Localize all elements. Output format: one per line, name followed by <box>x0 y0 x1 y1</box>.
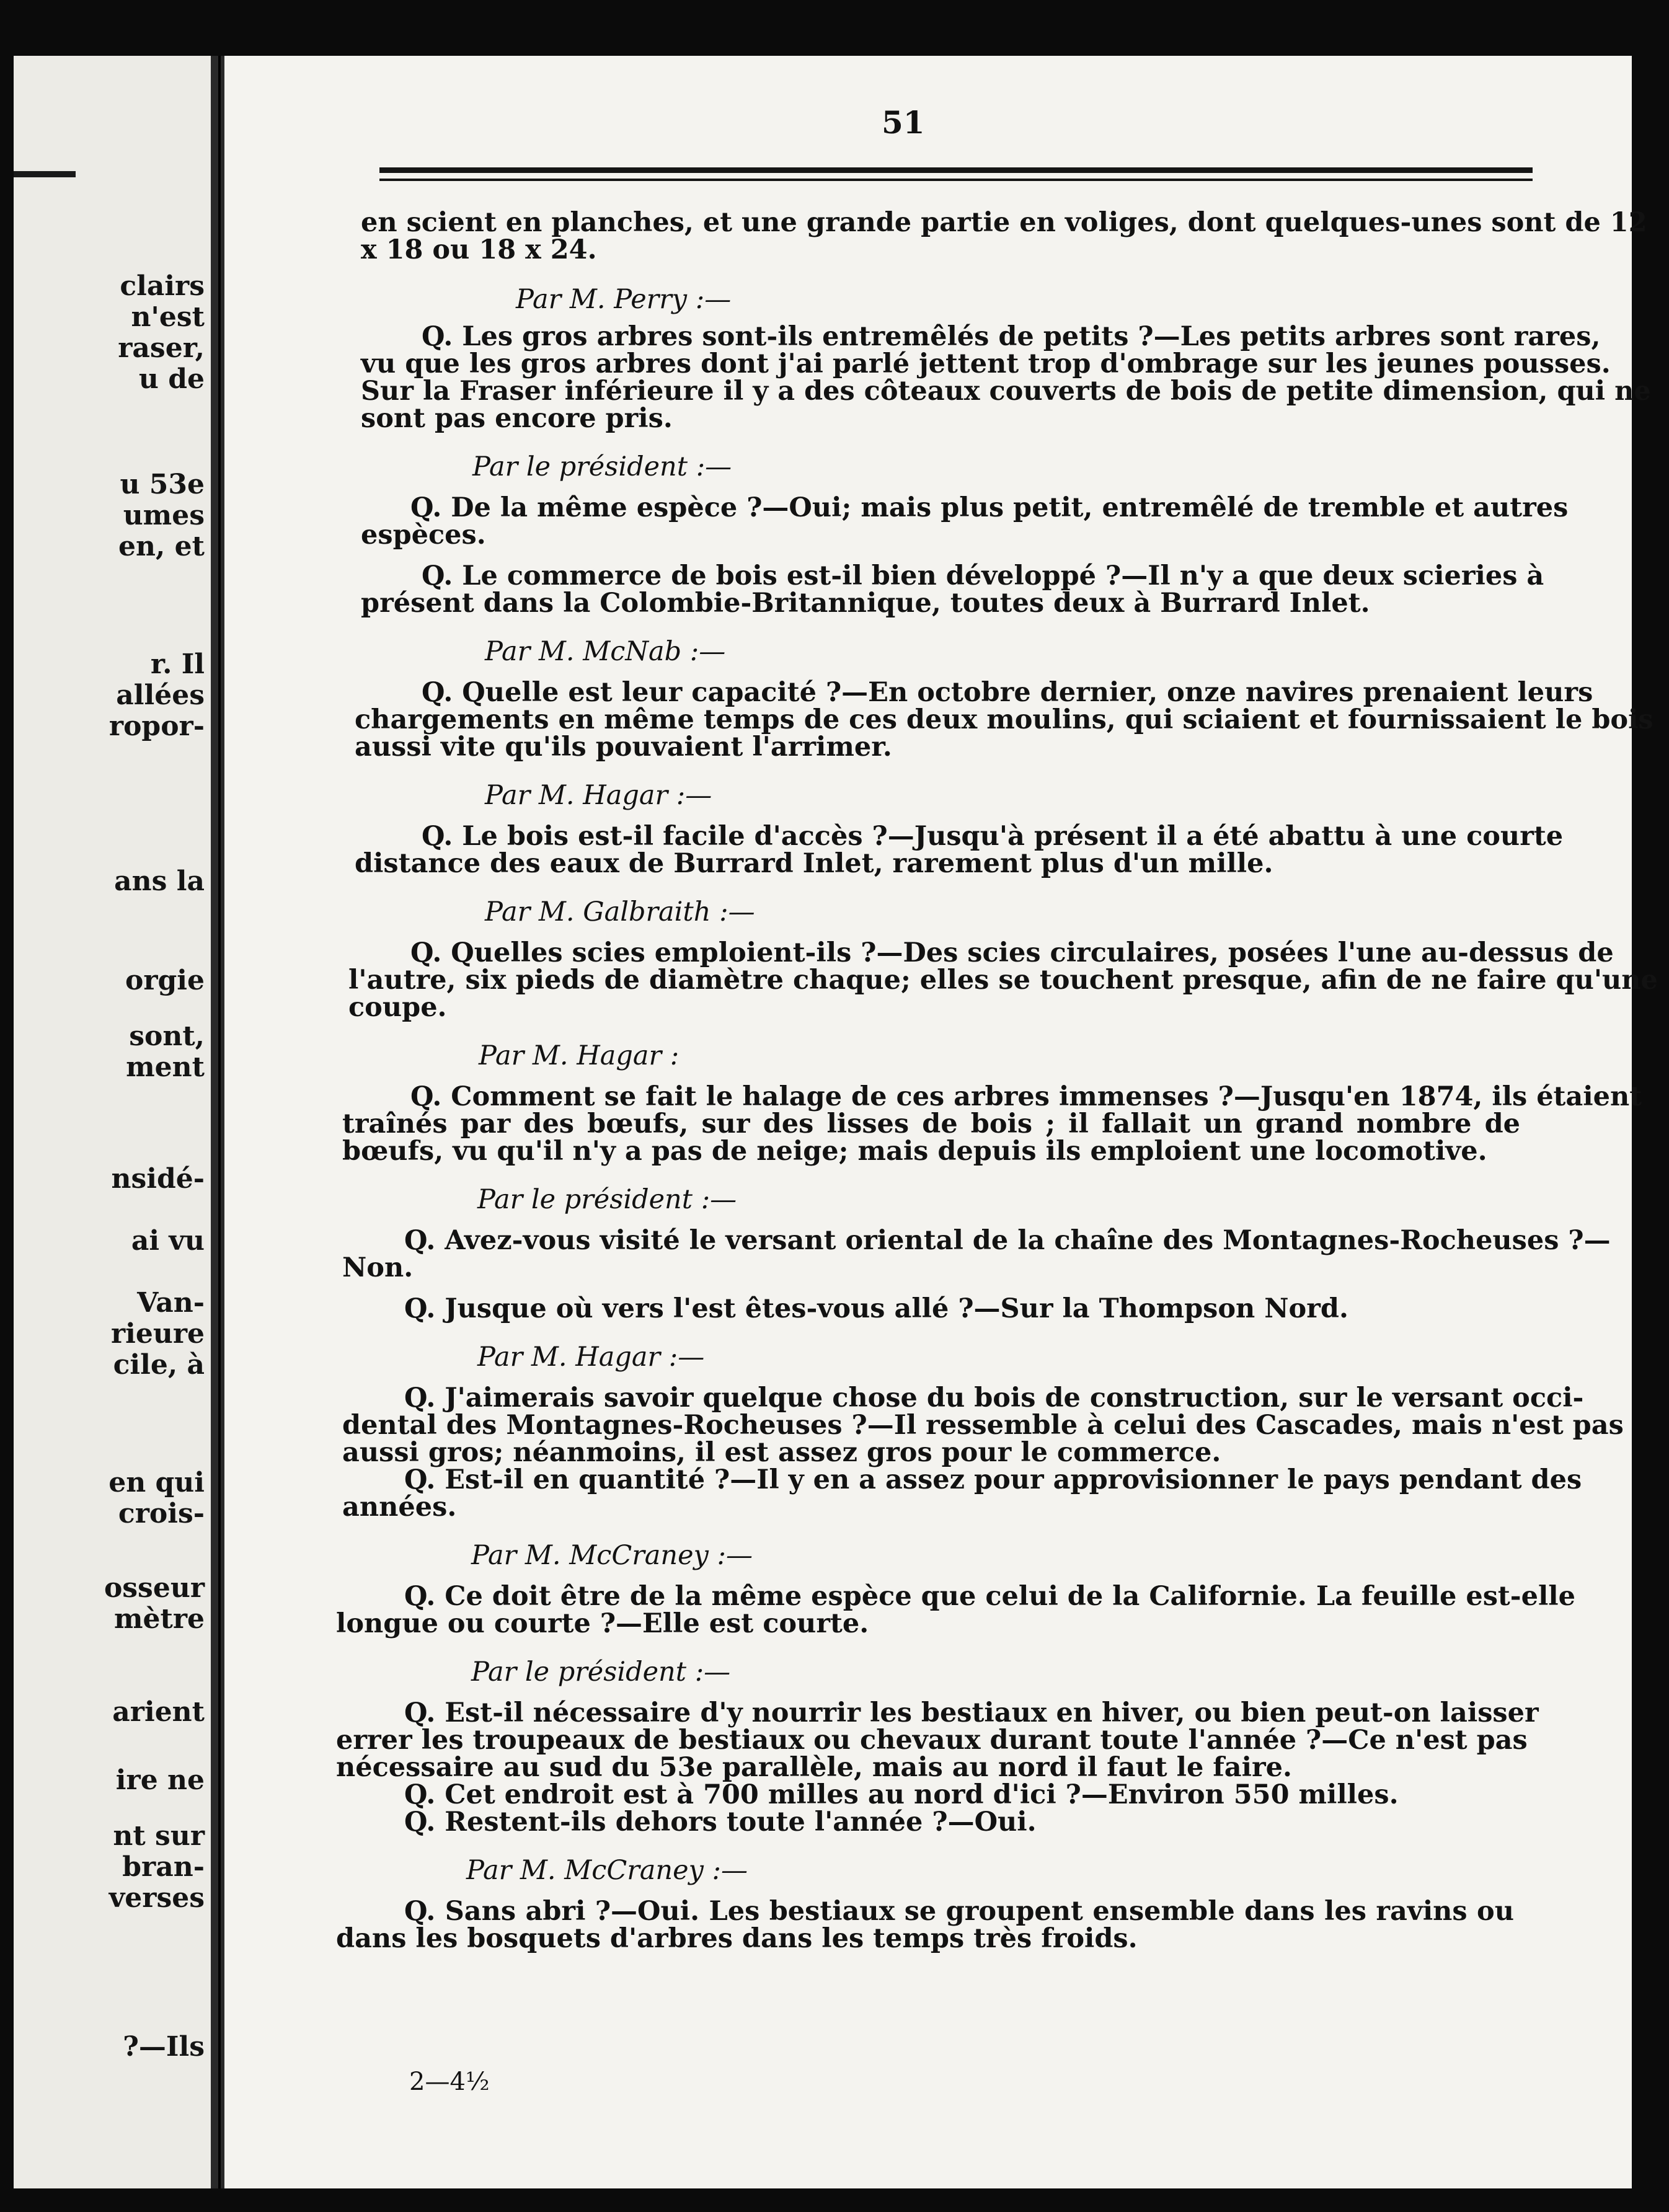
text-line: Q. Quelle est leur capacité ?—En octobre dernier, onze navires prenaient leurs <box>422 677 1593 708</box>
binding-line <box>218 56 221 2188</box>
facing-page-word: r. Il <box>150 648 205 680</box>
text-line: Q. Comment se fait le halage de ces arbres immenses ?—Jusqu'en 1874, ils étaient <box>410 1081 1642 1112</box>
signature-mark: 2—4½ <box>409 2068 490 2096</box>
text-line: chargements en même temps de ces deux moulins, qui sciaient et fournissaient le bois <box>355 704 1654 735</box>
text-line: Q. Le bois est-il facile d'accès ?—Jusqu'à présent il a été abattu à une courte <box>422 821 1564 852</box>
text-line: Q. Cet endroit est à 700 milles au nord d'ici ?—Environ 550 milles. <box>404 1779 1399 1810</box>
facing-page-word: clairs <box>120 270 205 302</box>
facing-page-word: n'est <box>131 301 205 333</box>
text-line: Q. Quelles scies emploient-ils ?—Des scies circulaires, posées l'une au-dessus de <box>410 937 1614 968</box>
text-line: distance des eaux de Burrard Inlet, rarement plus d'un mille. <box>355 848 1273 879</box>
facing-page-word: ?—Ils <box>123 2031 205 2063</box>
facing-page-word: en, et <box>118 531 205 562</box>
facing-page-word: verses <box>108 1882 205 1914</box>
text-line: sont pas encore pris. <box>361 403 673 434</box>
binding-gutter <box>211 56 224 2188</box>
text-line: Non. <box>342 1252 414 1283</box>
text-line: années. <box>342 1492 457 1523</box>
text-line: traînés par des bœufs, sur des lisses de bois ; il fallait un grand nombre de <box>342 1108 1520 1139</box>
speaker-heading: Par le président :— <box>472 451 732 482</box>
facing-page-word: allées <box>116 679 205 711</box>
text-line: aussi vite qu'ils pouvaient l'arrimer. <box>355 732 892 763</box>
speaker-heading: Par M. Hagar : <box>479 1040 680 1071</box>
text-line: Sur la Fraser inférieure il y a des côteaux couverts de bois de petite dimension, qui ne <box>361 376 1651 407</box>
facing-page-word: ire ne <box>115 1764 205 1796</box>
facing-page-word: rieure <box>110 1318 205 1350</box>
text-line: Q. Est-il nécessaire d'y nourrir les bestiaux en hiver, ou bien peut-on laisser <box>404 1697 1539 1728</box>
facing-page-word: cile, à <box>113 1349 205 1381</box>
facing-page-word: u de <box>138 363 205 395</box>
facing-page-word: osseur <box>104 1572 205 1604</box>
text-line: dans les bosquets d'arbres dans les temps très froids. <box>336 1923 1138 1954</box>
text-line: aussi gros; néanmoins, il est assez gros pour le commerce. <box>342 1437 1221 1468</box>
speaker-heading: Par le président :— <box>471 1657 731 1688</box>
text-line: Q. Ce doit être de la même espèce que celui de la Californie. La feuille est-elle <box>404 1581 1575 1612</box>
page-number: 51 <box>882 104 925 141</box>
speaker-heading: Par M. Perry :— <box>516 284 732 315</box>
text-line: Q. Restent-ils dehors toute l'année ?—Oui. <box>404 1807 1037 1838</box>
text-line: Q. Est-il en quantité ?—Il y en a assez pour approvisionner le pays pendant des <box>404 1464 1582 1495</box>
text-line: errer les troupeaux de bestiaux ou chevaux durant toute l'année ?—Ce n'est pas <box>336 1725 1528 1756</box>
facing-page-word: sont, <box>129 1020 205 1052</box>
text-line: x 18 ou 18 x 24. <box>361 234 597 265</box>
text-line: Q. Sans abri ?—Oui. Les bestiaux se groupent ensemble dans les ravins ou <box>404 1896 1514 1927</box>
main-page <box>224 56 1658 2188</box>
text-line: coupe. <box>348 992 447 1023</box>
text-line: bœufs, vu qu'il n'y a pas de neige; mais depuis ils emploient une locomotive. <box>342 1136 1487 1167</box>
facing-page-word: ans la <box>114 865 205 897</box>
facing-page-word: ropor- <box>108 710 205 742</box>
facing-page-word: arient <box>112 1696 205 1728</box>
speaker-heading: Par M. Hagar :— <box>477 1342 705 1373</box>
speaker-heading: Par M. McNab :— <box>485 636 726 667</box>
text-line: vu que les gros arbres dont j'ai parlé jettent trop d'ombrage sur les jeunes pousses. <box>361 348 1611 379</box>
text-line: l'autre, six pieds de diamètre chaque; elles se touchent presque, afin de ne faire qu'une <box>348 965 1658 996</box>
text-line: Q. De la même espèce ?—Oui; mais plus petit, entremêlé de tremble et autres <box>410 492 1569 523</box>
text-line: Q. Les gros arbres sont-ils entremêlés de petits ?—Les petits arbres sont rares, <box>422 321 1601 352</box>
facing-page-word: mètre <box>113 1603 205 1635</box>
facing-page-word: bran- <box>122 1851 205 1883</box>
facing-page-word: raser, <box>118 332 205 364</box>
speaker-heading: Par M. Galbraith :— <box>485 896 755 927</box>
text-line: nécessaire au sud du 53e parallèle, mais au nord il faut le faire. <box>336 1752 1292 1783</box>
facing-page-word: ai vu <box>131 1225 205 1257</box>
speaker-heading: Par M. McCraney :— <box>471 1540 753 1571</box>
facing-page-word: en qui <box>108 1467 205 1498</box>
text-line: Q. Le commerce de bois est-il bien développé ?—Il n'y a que deux scieries à <box>422 560 1544 591</box>
text-line: Q. J'aimerais savoir quelque chose du bois de construction, sur le versant occi- <box>404 1382 1584 1413</box>
text-line: longue ou courte ?—Elle est courte. <box>336 1608 869 1639</box>
facing-page-fragment <box>14 56 211 2188</box>
facing-page-word: Van- <box>137 1287 205 1319</box>
text-line: présent dans la Colombie-Britannique, toutes deux à Burrard Inlet. <box>361 588 1370 619</box>
facing-page-word: orgie <box>125 965 205 996</box>
facing-page-word: nt sur <box>113 1820 205 1852</box>
text-line: Q. Avez-vous visité le versant oriental de la chaîne des Montagnes-Rocheuses ?— <box>404 1225 1611 1256</box>
speaker-heading: Par M. McCraney :— <box>466 1855 748 1886</box>
facing-page-rule <box>14 171 76 177</box>
header-rule-thin <box>379 179 1533 181</box>
facing-page-word: u 53e <box>120 469 205 500</box>
header-rule-thick <box>379 167 1533 173</box>
text-line: espèces. <box>361 520 486 551</box>
facing-page-word: nsidé- <box>111 1163 205 1195</box>
speaker-heading: Par M. Hagar :— <box>485 780 712 811</box>
speaker-heading: Par le président :— <box>477 1184 737 1215</box>
text-line: dental des Montagnes-Rocheuses ?—Il ressemble à celui des Cascades, mais n'est pas <box>342 1410 1624 1441</box>
text-line: en scient en planches, et une grande partie en voliges, dont quelques-unes sont de 12 <box>361 207 1647 238</box>
facing-page-word: umes <box>123 500 205 531</box>
facing-page-word: crois- <box>118 1498 205 1529</box>
facing-page-word: ment <box>126 1051 205 1083</box>
text-line: Q. Jusque où vers l'est êtes-vous allé ?—Sur la Thompson Nord. <box>404 1293 1348 1324</box>
